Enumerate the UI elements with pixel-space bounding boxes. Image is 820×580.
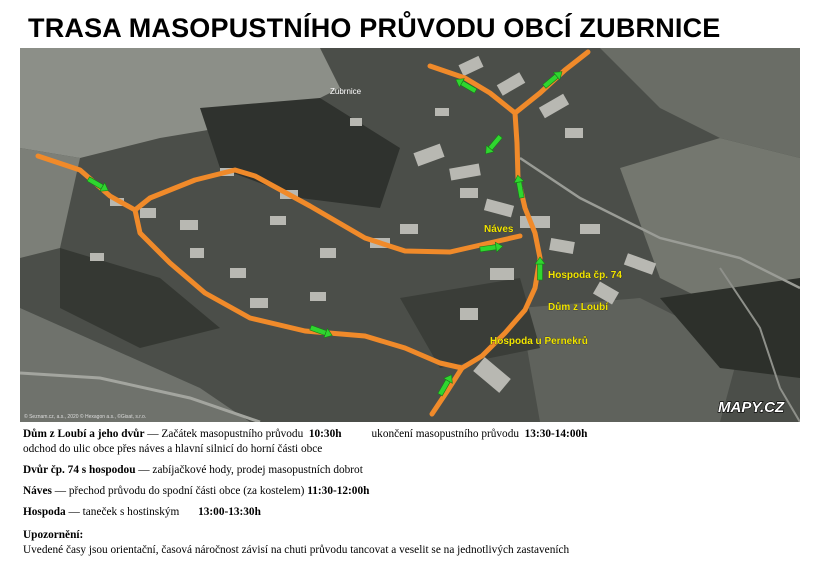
stop-name: Dům z Loubí a jeho dvůr <box>23 428 145 440</box>
label-dum-z-loubi: Dům z Loubí <box>548 302 608 313</box>
map-copyright: © Seznam.cz, a.s., 2020 © Hexagon a.s., ©Gisat, s.r.o. <box>24 414 147 420</box>
stop-name: Dvůr čp. 74 s hospodou <box>23 464 136 476</box>
note-title-text: Upozornění: <box>23 529 84 541</box>
stop-description: — zabíjačkové hody, prodej masopustních dobrot <box>135 464 363 476</box>
stop-time: 10:30h <box>308 428 342 440</box>
stop-description: — přechod průvodu do spodní části obce (za kostelem) <box>51 485 308 497</box>
note-text: Uvedené časy jsou orientační, časová náročnost závisí na chuti průvodu tancovat a veselit se na jednotlivých zastaveních <box>23 544 570 556</box>
mapy-cz-logo: MAPY.CZ <box>718 399 785 416</box>
stop-name: Náves <box>23 485 52 497</box>
label-naves: Náves <box>484 224 514 235</box>
stop-description: — Začátek masopustního průvodu <box>144 428 307 440</box>
legend-dvur-74 <box>23 463 803 478</box>
legend-dum-z-loubi <box>23 427 803 442</box>
note-title <box>23 528 803 543</box>
stop-time: 13:00-13:30h <box>198 506 261 518</box>
stop-name: Hospoda <box>23 506 66 518</box>
end-description: ukončení masopustního průvodu <box>371 428 522 440</box>
label-hospoda-74: Hospoda čp. 74 <box>548 270 622 281</box>
legend-hospoda <box>23 505 803 520</box>
page-title: TRASA MASOPUSTNÍHO PRŮVODU OBCÍ ZUBRNICE <box>28 13 721 43</box>
stop-time: 11:30-12:00h <box>307 485 370 497</box>
route-map[interactable] <box>20 48 800 422</box>
label-hospoda-u-pernekru: Hospoda u Pernekrů <box>490 336 588 347</box>
legend-dum-route-note: odchod do ulic obce přes náves a hlavní silnicí do horní části obce <box>23 443 323 455</box>
stop-description: — taneček s hostinským <box>65 506 183 518</box>
aerial-map-canvas <box>20 48 800 422</box>
village-label: Zubrnice <box>330 87 362 96</box>
schedule-legend <box>23 427 803 558</box>
legend-naves <box>23 484 803 499</box>
end-time: 13:30-14:00h <box>524 428 588 440</box>
